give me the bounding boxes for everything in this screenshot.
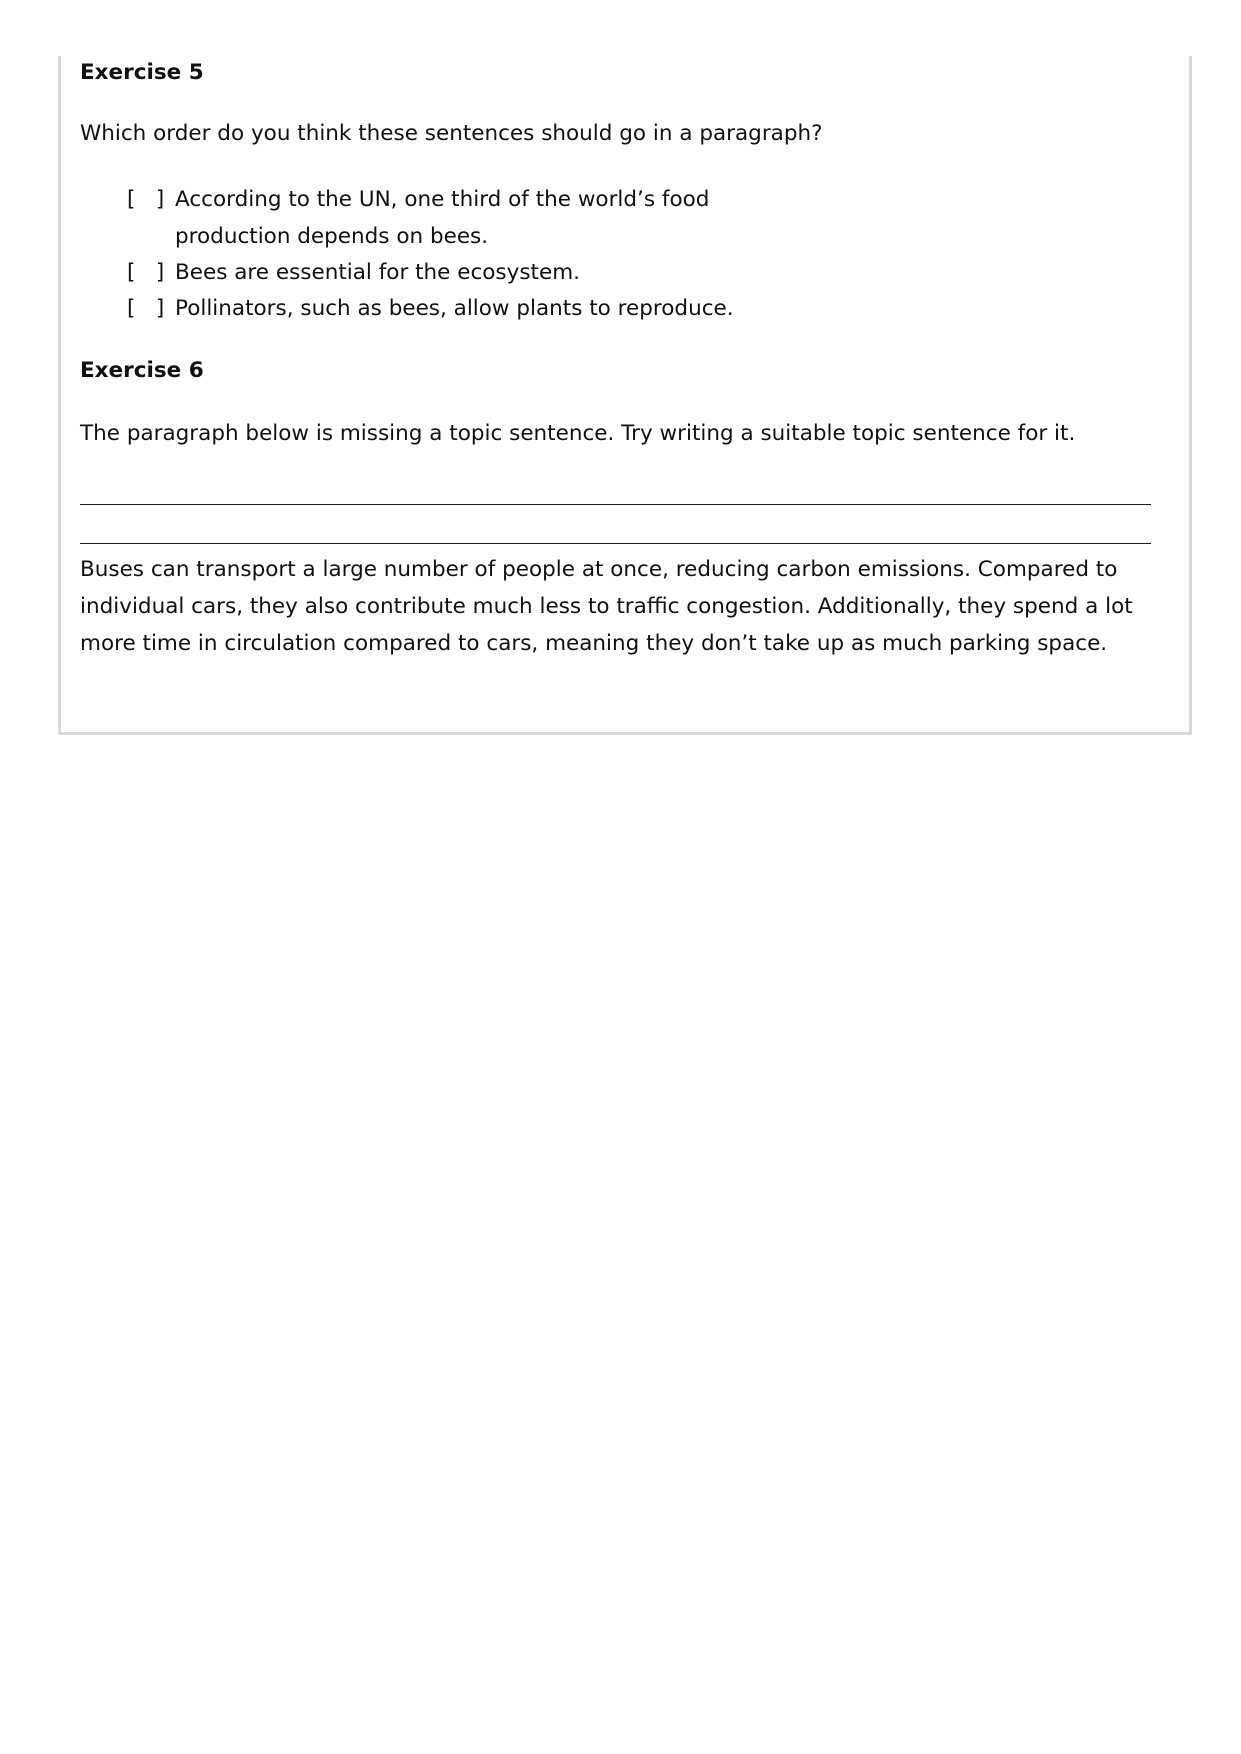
exercise-6-heading: Exercise 6 bbox=[80, 358, 204, 383]
checkbox-bracket[interactable]: [ ] bbox=[127, 260, 165, 285]
answer-line[interactable] bbox=[80, 543, 1151, 544]
answer-line[interactable] bbox=[80, 504, 1151, 505]
exercise-6-instruction: The paragraph below is missing a topic sentence. Try writing a suitable topic sentence for it. bbox=[80, 421, 1076, 446]
list-item-text: Bees are essential for the ecosystem. bbox=[175, 260, 580, 285]
list-item bbox=[127, 291, 755, 328]
exercise-6-paragraph: Buses can transport a large number of people at once, reducing carbon emissions. Compared to individual cars, they also contribute much less to traffic congestion. Additionally, they spend a lot more time in circulation compared to cars, meaning they don’t take up as much parking space. bbox=[80, 557, 1133, 656]
checkbox-bracket[interactable]: [ ] bbox=[127, 296, 165, 321]
list-item-text: According to the UN, one third of the world’s food production depends on bees. bbox=[175, 187, 710, 249]
exercise-5-heading: Exercise 5 bbox=[80, 60, 204, 85]
list-item-text: Pollinators, such as bees, allow plants to reproduce. bbox=[175, 296, 734, 321]
checkbox-bracket[interactable]: [ ] bbox=[127, 187, 165, 212]
list-item bbox=[127, 255, 755, 292]
list-item bbox=[127, 182, 755, 255]
exercise-5-question: Which order do you think these sentences should go in a paragraph? bbox=[80, 121, 823, 146]
